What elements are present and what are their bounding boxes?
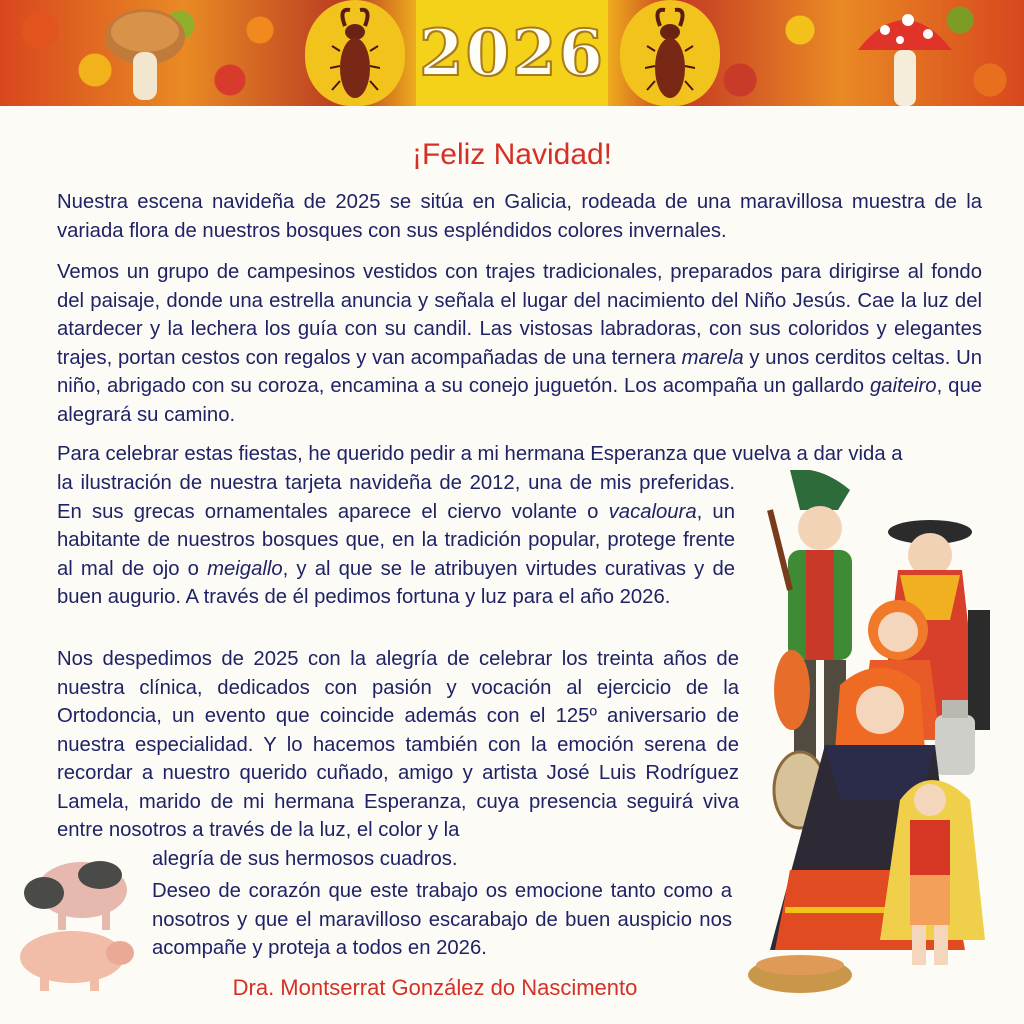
greeting-title: ¡Feliz Navidad! — [411, 138, 613, 171]
paragraph-scene — [57, 258, 982, 429]
paragraph-text: Nos despedimos de 2025 con la alegría de celebrar los treinta años de nuestra clínica, dedicados con pasión y vocación al ejercicio de la Ortodoncia, un evento que coincide además con el 125º aniversario de nuestra especialidad. Y lo hacemos también con la emoción serena de recordar a nuestro querido cuñado, amigo y artista José Luis Rodríguez Lamela, marido de mi hermana Esperanza, cuya presencia seguirá viva entre nosotros a través de la luz, el color y la — [57, 648, 739, 841]
italic-term: gaiteiro — [870, 375, 937, 397]
galician-figures-illustration — [730, 470, 1020, 1015]
amanita-mushroom-icon — [850, 0, 960, 106]
paragraph-text: , y al que se le atribuyen virtudes curativas y de buen augurio. A través de él pedimos fortuna y luz para el año 2026. — [57, 557, 735, 608]
italic-term: meigallo — [207, 557, 283, 580]
ornamental-banner — [0, 0, 1024, 106]
mushroom-icon — [100, 2, 190, 102]
paragraph-text: la ilustración de nuestra tarjeta navideña de 2012, una de mis preferidas. En sus grecas ornamentales aparece el ciervo volante o — [57, 472, 735, 523]
paragraph-text: Vemos un grupo de campesinos vestidos con trajes tradicionales, preparados para dirigirse al fondo del paisaje, donde una estrella anuncia y señala el lugar del nacimiento del Niño Jesús. Cae la luz del atardecer y la lechera los guía con su candil. Las vistosas labradoras, con sus coloridos y elegantes trajes, portan cestos con regalos y van acompañadas de una ternera — [57, 261, 982, 369]
year-panel — [416, 0, 608, 106]
paragraph-text: y unos cerditos celtas. Un niño, abrigado con su coroza, encamina a su conejo juguetón. Los acompaña un gallardo — [57, 346, 982, 397]
paragraph-wish: Deseo de corazón que este trabajo os emocione tanto como a nosotros y que el maravilloso escarabajo de buen auspicio nos acompañe y proteja a todos en 2026. — [152, 880, 732, 959]
paragraph-text: , un habitante de nuestros bosques que, en la tradición popular, protege frente al mal de ojo o — [57, 500, 735, 580]
signature: Dra. Montserrat González do Nascimento — [232, 975, 638, 1000]
basket — [748, 955, 852, 993]
pigs-illustration — [10, 845, 140, 995]
paragraph-celebration-first-line: Para celebrar estas fiestas, he querido pedir a mi hermana Esperanza que vuelva a dar vida a — [57, 443, 903, 465]
paragraph-celebration — [57, 469, 735, 612]
italic-term: vacaloura — [608, 500, 697, 523]
stag-beetle-icon — [645, 6, 695, 102]
paragraph-intro: Nuestra escena navideña de 2025 se sitúa en Galicia, rodeada de una maravillosa muestra de la variada flora de nuestros bosques con sus espléndidos colores invernales. — [57, 191, 982, 242]
paragraph-text: alegría de sus hermosos cuadros. — [152, 847, 458, 870]
italic-term: marela — [681, 346, 744, 369]
paragraph-farewell — [57, 645, 739, 873]
spotted-pig — [24, 861, 127, 930]
stag-beetle-icon — [330, 6, 380, 102]
pink-pig — [20, 931, 134, 991]
paragraph-text: , que alegrará su camino. — [57, 375, 982, 426]
year-title: 2026 — [418, 15, 606, 91]
